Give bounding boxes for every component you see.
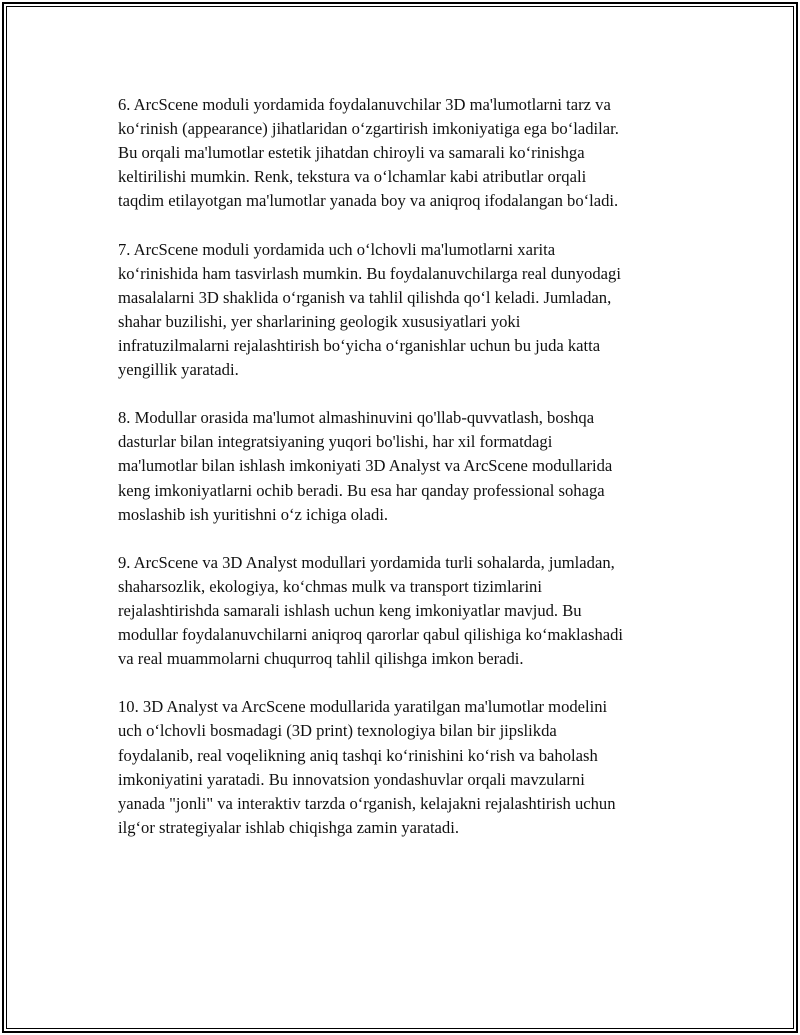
paragraph-9: 9. ArcScene va 3D Analyst modullari yordamida turli sohalarda, jumladan, shaharsozlik, ekologiya, ko‘chmas mulk va transport tizimlarini rejalashtirishda samarali ishlash uchun keng imkoniyatlar mavjud. Bu modullar foydalanuvchilarni aniqroq qarorlar qabul qilishiga ko‘maklashadi va real muammolarni chuqurroq tahlil qilishga imkon beradi. <box>118 552 624 669</box>
paragraph-8: 8. Modullar orasida ma'lumot almashinuvini qo'llab-quvvatlash, boshqa dasturlar bilan integratsiyaning yuqori bo'lishi, har xil formatdagi ma'lumotlar bilan ishlash imkoniyati 3D Analyst va ArcScene modullarida keng imkoniyatlarni ochib beradi. Bu esa har qanday professional sohaga moslashib ish yuritishni o‘z ichiga oladi. <box>118 408 613 524</box>
paragraph-10: 10. 3D Analyst va ArcScene modullarida yaratilgan ma'lumotlar modelini uch o‘lchovli bosmadagi (3D print) texnologiya bilan bir jipslikda foydalanib, real voqelikning aniq tashqi ko‘rinishini ko‘rish va baholash imkoniyatini yaratadi. Bu innovatsion yondashuvlar orqali mavzularni yanada "jonli" va interaktiv tarzda o‘rganish, kelajakni rejalashtirish uchun ilg‘or strategiyalar ishlab chiqishga zamin yaratadi. <box>118 697 616 837</box>
paragraph-6: 6. ArcScene moduli yordamida foydalanuvchilar 3D ma'lumotlarni tarz va ko‘rinish (appearance) jihatlaridan o‘zgartirish imkoniyatiga ega bo‘ladilar. Bu orqali ma'lumotlar estetik jihatdan chiroyli va samarali ko‘rinishga keltirilishi mumkin. Renk, tekstura va o‘lchamlar kabi atributlar orqali taqdim etilayotgan ma'lumotlar yanada boy va aniqroq ifodalangan bo‘ladi. <box>118 95 619 211</box>
paragraph-7: 7. ArcScene moduli yordamida uch o‘lchovli ma'lumotlarni xarita ko‘rinishida ham tasvirlash mumkin. Bu foydalanuvchilarga real dunyodagi masalalarni 3D shaklida o‘rganish va tahlil qilishda qo‘l keladi. Jumladan, shahar buzilishi, yer sharlarining geologik xususiyatlari yoki infratuzilmalarni rejalashtirish bo‘yicha o‘rganishlar uchun bu juda katta yengillik yaratadi. <box>118 239 621 380</box>
document-body <box>118 93 693 864</box>
